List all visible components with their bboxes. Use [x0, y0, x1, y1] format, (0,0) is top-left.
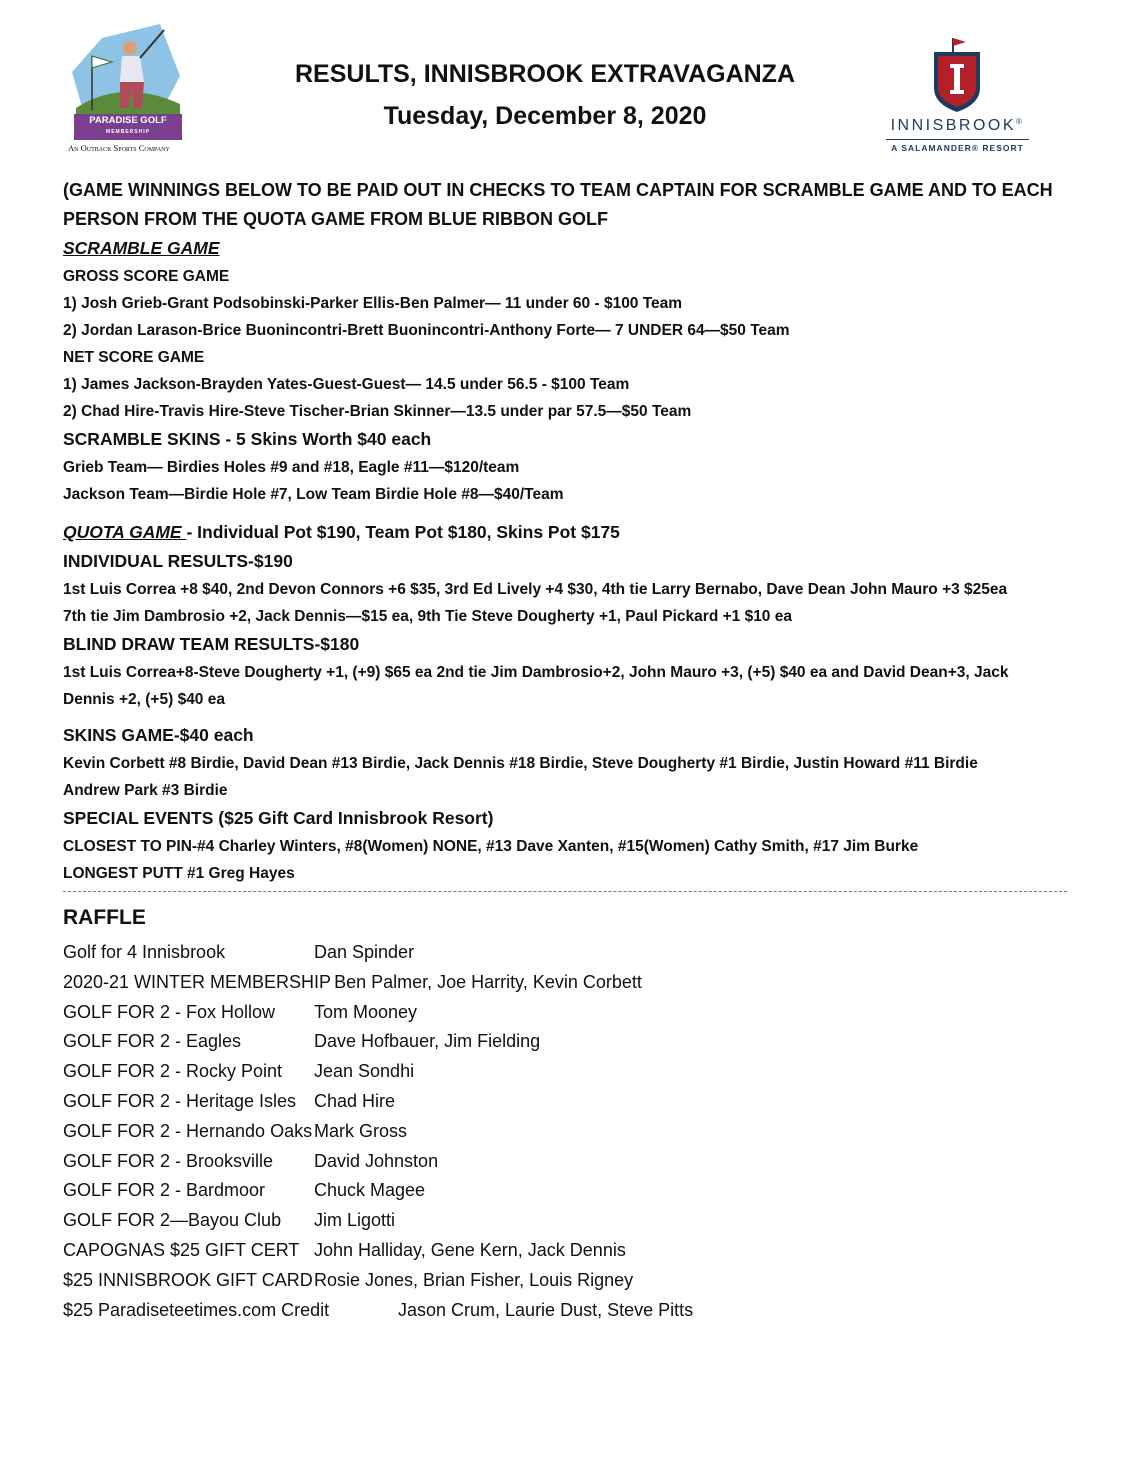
individual-result-2: 7th tie Jim Dambrosio +2, Jack Dennis—$15 ea, 9th Tie Steve Dougherty +1, Paul Pickard +1 $10 ea — [63, 608, 792, 625]
raffle-winners: Mark Gross — [314, 1120, 408, 1141]
raffle-winners: Chad Hire — [314, 1090, 396, 1111]
raffle-prize: GOLF FOR 2 - Heritage Isles — [63, 1090, 297, 1111]
raffle-winners: John Halliday, Gene Kern, Jack Dennis — [314, 1239, 626, 1260]
net-result-1: 1) James Jackson-Brayden Yates-Guest-Guest— 14.5 under 56.5 - $100 Team — [63, 376, 630, 393]
raffle-item — [63, 968, 1093, 998]
blind-draw-result: 1st Luis Correa+8-Steve Dougherty +1, (+9) $65 ea 2nd tie Jim Dambrosio+2, John Mauro +3, (+5) $40 ea and David Dean+3, Jack Dennis +2, (+5) $40 ea — [63, 664, 1009, 708]
blind-draw-heading: BLIND DRAW TEAM RESULTS-$180 — [63, 634, 360, 654]
raffle-prize: GOLF FOR 2 - Rocky Point — [63, 1061, 283, 1082]
raffle-prize: CAPOGNAS $25 GIFT CERT — [63, 1239, 300, 1260]
results-body — [63, 176, 1093, 1325]
innisbrook-shield-icon — [870, 36, 1045, 116]
raffle-item — [63, 998, 1093, 1028]
closest-to-pin: CLOSEST TO PIN-#4 Charley Winters, #8(Women) NONE, #13 Dave Xanten, #15(Women) Cathy Smith, #17 Jim Burke — [63, 838, 919, 855]
raffle-prize: GOLF FOR 2 - Brooksville — [63, 1150, 274, 1171]
innisbrook-divider — [886, 139, 1029, 140]
skins-game-result-1: Kevin Corbett #8 Birdie, David Dean #13 Birdie, Jack Dennis #18 Birdie, Steve Dougherty #1 Birdie, Justin Howard #11 Birdie — [63, 755, 978, 772]
scramble-skins-heading: SCRAMBLE SKINS - 5 Skins Worth $40 each — [63, 429, 432, 449]
innisbrook-logo — [870, 36, 1045, 161]
quota-pots: - Individual Pot $190, Team Pot $180, Skins Pot $175 — [186, 522, 620, 542]
page-title: RESULTS, INNISBROOK EXTRAVAGANZA — [294, 60, 795, 88]
individual-heading: INDIVIDUAL RESULTS-$190 — [63, 551, 293, 571]
innisbrook-tagline: A SALAMANDER® RESORT — [891, 143, 1024, 153]
raffle-winners: Dave Hofbauer, Jim Fielding — [314, 1031, 541, 1052]
raffle-item — [63, 1176, 1093, 1206]
raffle-item — [63, 1206, 1093, 1236]
raffle-winners: Jean Sondhi — [314, 1061, 415, 1082]
raffle-winners: Dan Spinder — [314, 942, 415, 962]
raffle-list — [63, 938, 1093, 1325]
raffle-item — [63, 1296, 1093, 1326]
scramble-title: SCRAMBLE GAME — [63, 238, 220, 258]
raffle-winners: Tom Mooney — [314, 1001, 418, 1022]
intro-note: (GAME WINNINGS BELOW TO BE PAID OUT IN CHECKS TO TEAM CAPTAIN FOR SCRAMBLE GAME AND TO EACH PERSON FROM THE QUOTA GAME FROM BLUE RIBBON GOLF — [63, 180, 1053, 229]
raffle-item — [63, 1087, 1093, 1117]
raffle-winners: Jason Crum, Laurie Dust, Steve Pitts — [398, 1299, 694, 1320]
paradise-golf-sub: MEMBERSHIP — [106, 129, 150, 135]
innisbrook-name: INNISBROOK — [890, 117, 1017, 134]
scramble-skins-1: Grieb Team— Birdies Holes #9 and #18, Eagle #11—$120/team — [63, 459, 520, 476]
innisbrook-registered-mark: ® — [1016, 117, 1025, 126]
raffle-prize: 2020-21 WINTER MEMBERSHIP — [63, 971, 332, 992]
raffle-prize: GOLF FOR 2 - Eagles — [63, 1031, 242, 1052]
raffle-winners: Rosie Jones, Brian Fisher, Louis Rigney — [314, 1269, 634, 1290]
individual-result-1: 1st Luis Correa +8 $40, 2nd Devon Connors +6 $35, 3rd Ed Lively +4 $30, 4th tie Larry Bernabo, Dave Dean John Mauro +3 $25ea — [63, 581, 1008, 598]
gross-heading: GROSS SCORE GAME — [63, 268, 230, 285]
skins-game-result-2: Andrew Park #3 Birdie — [63, 782, 228, 799]
raffle-prize: GOLF FOR 2 - Bardmoor — [63, 1180, 266, 1201]
paradise-golf-tagline: An Outback Sports Company — [68, 143, 170, 153]
section-divider — [63, 891, 1067, 892]
page-date: Tuesday, December 8, 2020 — [383, 102, 707, 130]
raffle-prize: GOLF FOR 2 - Fox Hollow — [63, 1001, 276, 1022]
raffle-prize: Golf for 4 Innisbrook — [63, 942, 226, 962]
paradise-golf-name: PARADISE GOLF — [89, 115, 167, 126]
raffle-item — [63, 1147, 1093, 1177]
raffle-item — [63, 938, 1093, 968]
paradise-golf-badge — [74, 114, 182, 140]
raffle-winners: David Johnston — [314, 1150, 439, 1171]
quota-heading — [63, 518, 1093, 547]
innisbrook-wordmark — [870, 117, 1045, 135]
raffle-winners: Chuck Magee — [314, 1180, 426, 1201]
raffle-prize: $25 INNISBROOK GIFT CARD — [63, 1269, 313, 1290]
skins-game-heading: SKINS GAME-$40 each — [63, 725, 254, 745]
scramble-skins-2: Jackson Team—Birdie Hole #7, Low Team Birdie Hole #8—$40/Team — [63, 486, 564, 503]
raffle-title: RAFFLE — [63, 906, 146, 929]
raffle-item — [63, 1057, 1093, 1087]
net-result-2: 2) Chad Hire-Travis Hire-Steve Tischer-Brian Skinner—13.5 under par 57.5—$50 Team — [63, 403, 692, 420]
raffle-item — [63, 1117, 1093, 1147]
raffle-item — [63, 1266, 1093, 1296]
paradise-golf-logo — [62, 18, 192, 158]
raffle-prize: GOLF FOR 2 - Hernando Oaks — [63, 1120, 313, 1141]
quota-title: QUOTA GAME — [63, 522, 187, 542]
raffle-item — [63, 1027, 1093, 1057]
raffle-winners: Ben Palmer, Joe Harrity, Kevin Corbett — [334, 971, 642, 992]
raffle-prize: $25 Paradiseteetimes.com Credit — [63, 1299, 330, 1320]
raffle-prize: GOLF FOR 2—Bayou Club — [63, 1210, 282, 1231]
gross-result-2: 2) Jordan Larason-Brice Buonincontri-Brett Buonincontri-Anthony Forte— 7 UNDER 64—$50 Team — [63, 322, 790, 339]
net-heading: NET SCORE GAME — [63, 349, 205, 366]
raffle-item — [63, 1236, 1093, 1266]
longest-putt: LONGEST PUTT #1 Greg Hayes — [63, 865, 295, 882]
special-events-heading: SPECIAL EVENTS ($25 Gift Card Innisbrook Resort) — [63, 808, 494, 828]
raffle-winners: Jim Ligotti — [314, 1210, 396, 1231]
gross-result-1: 1) Josh Grieb-Grant Podsobinski-Parker Ellis-Ben Palmer— 11 under 60 - $100 Team — [63, 295, 683, 312]
